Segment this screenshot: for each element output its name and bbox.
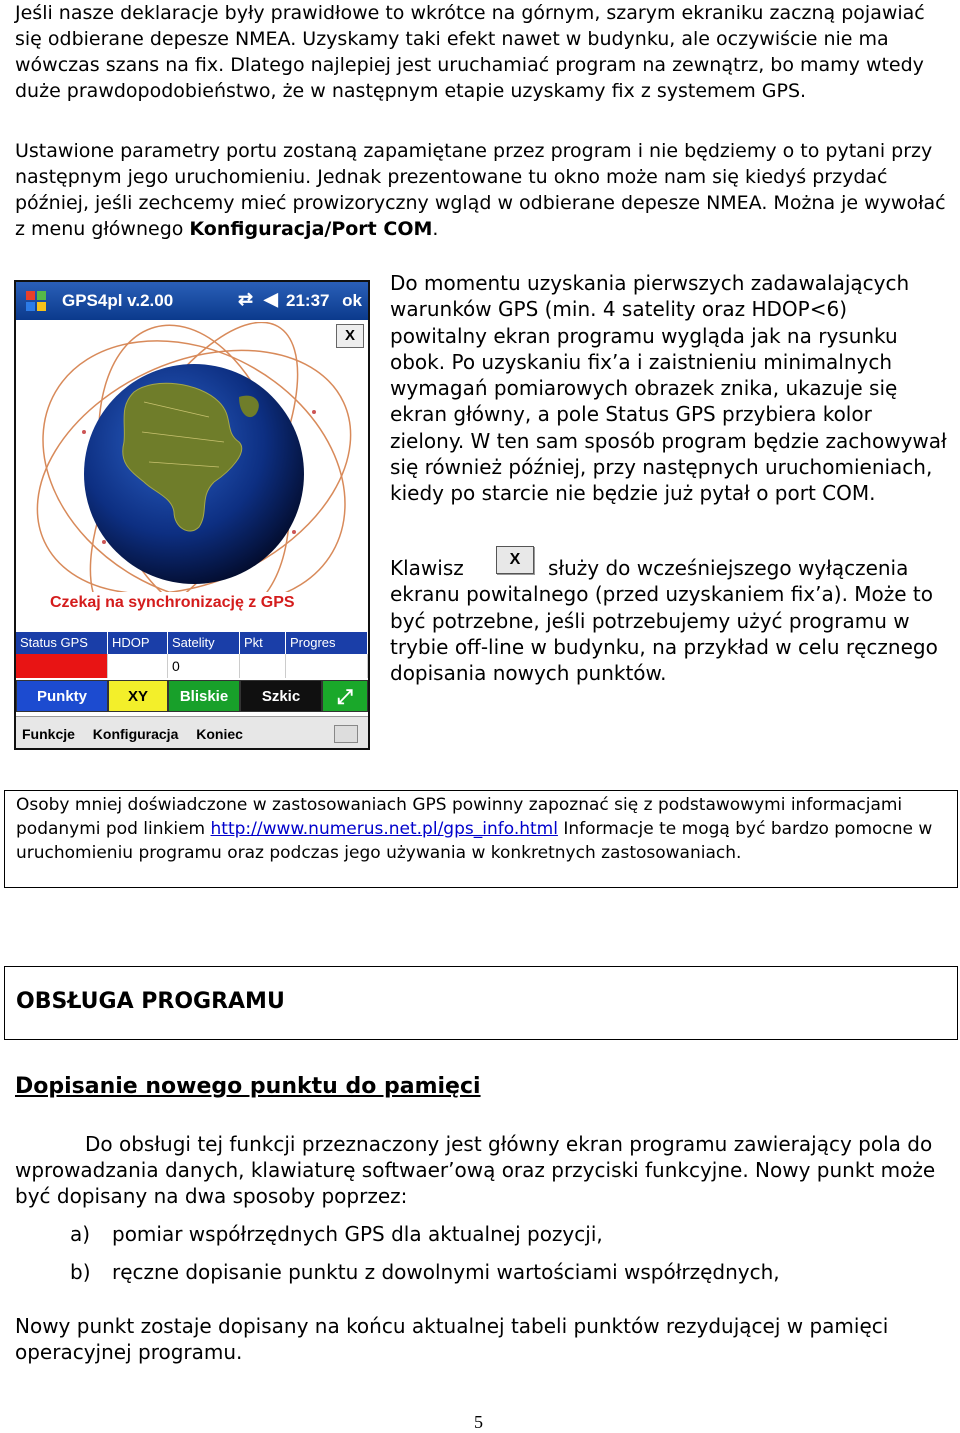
keyboard-icon <box>334 725 358 743</box>
list-item <box>70 1222 603 1246</box>
list-text: ręczne dopisanie punktu z dowolnymi wartościami współrzędnych, <box>112 1260 780 1284</box>
phone-button-row <box>16 680 368 712</box>
info-text-before: Osoby mniej doświadczone w zastosowaniach GPS powinny zapoznać się z podstawowymi informacjami podanymi pod linkiem <box>16 795 903 839</box>
status-gps-header: Status GPS <box>16 632 108 654</box>
list-item <box>70 1260 780 1284</box>
punkty-button: Punkty <box>16 680 108 712</box>
info-text <box>16 793 951 865</box>
list-marker: a) <box>70 1222 91 1246</box>
port-text: Ustawione parametry portu zostaną zapamiętane przez program i nie będziemy o to pytani przy następnym jego uruchomieniu. Jednak prezentowane tu okno może nam się kiedyś przydać później, jeśli zechcemy mieć prowizoryczny wgląd w odbierane depesze NMEA. Można je wywołać z menu głównego <box>15 140 946 240</box>
phone-title-bar <box>16 282 368 320</box>
bliskie-button: Bliskie <box>168 680 240 712</box>
page-number: 5 <box>474 1412 483 1432</box>
points-value <box>240 654 286 678</box>
section-title: OBSŁUGA PROGRAMU <box>16 989 285 1014</box>
szkic-button: Szkic <box>240 680 322 712</box>
menu-funkcje: Funkcje <box>22 726 75 742</box>
phone-ok-button: ok <box>342 291 362 310</box>
speaker-icon: ◀ <box>264 289 278 309</box>
splash-screenshot <box>14 280 370 750</box>
phone-close-button: X <box>336 324 364 348</box>
info-box <box>4 790 958 888</box>
subsection-title: Dopisanie nowego punktu do pamięci <box>15 1074 481 1099</box>
port-paragraph <box>15 138 950 242</box>
connectivity-icon: ⇄ <box>238 289 254 309</box>
globe-satellite-orbits-image <box>24 322 364 592</box>
hdop-value <box>108 654 168 678</box>
sync-wait-message: Czekaj na synchronizację z GPS <box>50 594 295 611</box>
list-marker: b) <box>70 1260 91 1284</box>
intro-paragraph: Jeśli nasze deklaracje były prawidłowe to wkrótce na górnym, szarym ekraniku zaczną pojawiać się odbierane depesze NMEA. Uzyskamy taki efekt nawet w budynku, ale oczywiście nie ma wówczas szans na fix. Dlatego najlepiej jest uruchamiać program na zewnątrz, bo mamy wtedy duże prawdopodobieństwo, że w następnym etapie uzyskamy fix z systemem GPS. <box>15 2 925 102</box>
phone-menu-bar <box>16 716 368 750</box>
menu-path: Konfiguracja/Port COM <box>189 218 433 240</box>
satellites-value: 0 <box>168 654 240 678</box>
status-gps-indicator <box>16 654 108 678</box>
close-x-icon: X <box>496 546 534 574</box>
menu-konfiguracja: Konfiguracja <box>92 726 179 742</box>
splash-description: Do momentu uzyskania pierwszych zadawalających warunków GPS (min. 4 satelity oraz HDOP<6) powitalny ekran programu wygląda jak na rysunku obok. Po uzyskaniu fix’a i zaistnieniu minimalnych wymagań pomiarowych obrazek znika, ukazuje się ekran główny, a pole Status GPS przybiera kolor zielony. W ten sam sposób program będzie zachowywał się również później, przy następnych uruchomieniach, kiedy po starcie nie będzie już pytał o port COM. <box>390 271 947 506</box>
expand-arrow-icon: ⤢ <box>322 680 368 712</box>
klawisz-description: służy do wcześniejszego wyłączenia ekranu powitalnego (przed uzyskaniem fix’a). Może to być potrzebne, jeśli potrzebujemy użyć programu w trybie off-line w budynku, na przykład w celu ręcznego dopisania nowych punktów. <box>390 556 938 686</box>
body-paragraph-1: Do obsługi tej funkcji przeznaczony jest główny ekran programu zawierający pola do wprowadzania danych, klawiaturę softwaer’ową oraz przyciski funkcyjne. Nowy punkt może być dopisany na dwa sposoby poprzez: <box>15 1132 936 1208</box>
progress-value <box>286 654 368 678</box>
status-value-row <box>16 654 368 678</box>
info-text-after: Informacje te mogą być bardzo pomocne w uruchomieniu programu oraz podczas jego używania w konkretnych zastosowaniach. <box>16 819 933 863</box>
menu-koniec: Koniec <box>196 726 243 742</box>
gps-info-link[interactable]: http://www.numerus.net.pl/gps_info.html <box>210 819 558 839</box>
xy-button: XY <box>108 680 168 712</box>
section-heading-box <box>4 966 958 1040</box>
klawisz-word: Klawisz <box>390 556 464 580</box>
progress-header: Progres <box>286 632 368 654</box>
body-paragraph-2: Nowy punkt zostaje dopisany na końcu aktualnej tabeli punktów rezydującej w pamięci operacyjnej programu. <box>15 1314 889 1364</box>
list-text: pomiar współrzędnych GPS dla aktualnej pozycji, <box>112 1222 603 1246</box>
windows-start-icon <box>24 289 48 313</box>
phone-clock: 21:37 <box>286 291 330 310</box>
phone-app-title: GPS4pl v.2.00 <box>62 291 174 310</box>
port-end: . <box>432 218 439 240</box>
hdop-header: HDOP <box>108 632 168 654</box>
satellites-header: Satelity <box>168 632 240 654</box>
points-header: Pkt <box>240 632 286 654</box>
status-header-row <box>16 632 368 654</box>
